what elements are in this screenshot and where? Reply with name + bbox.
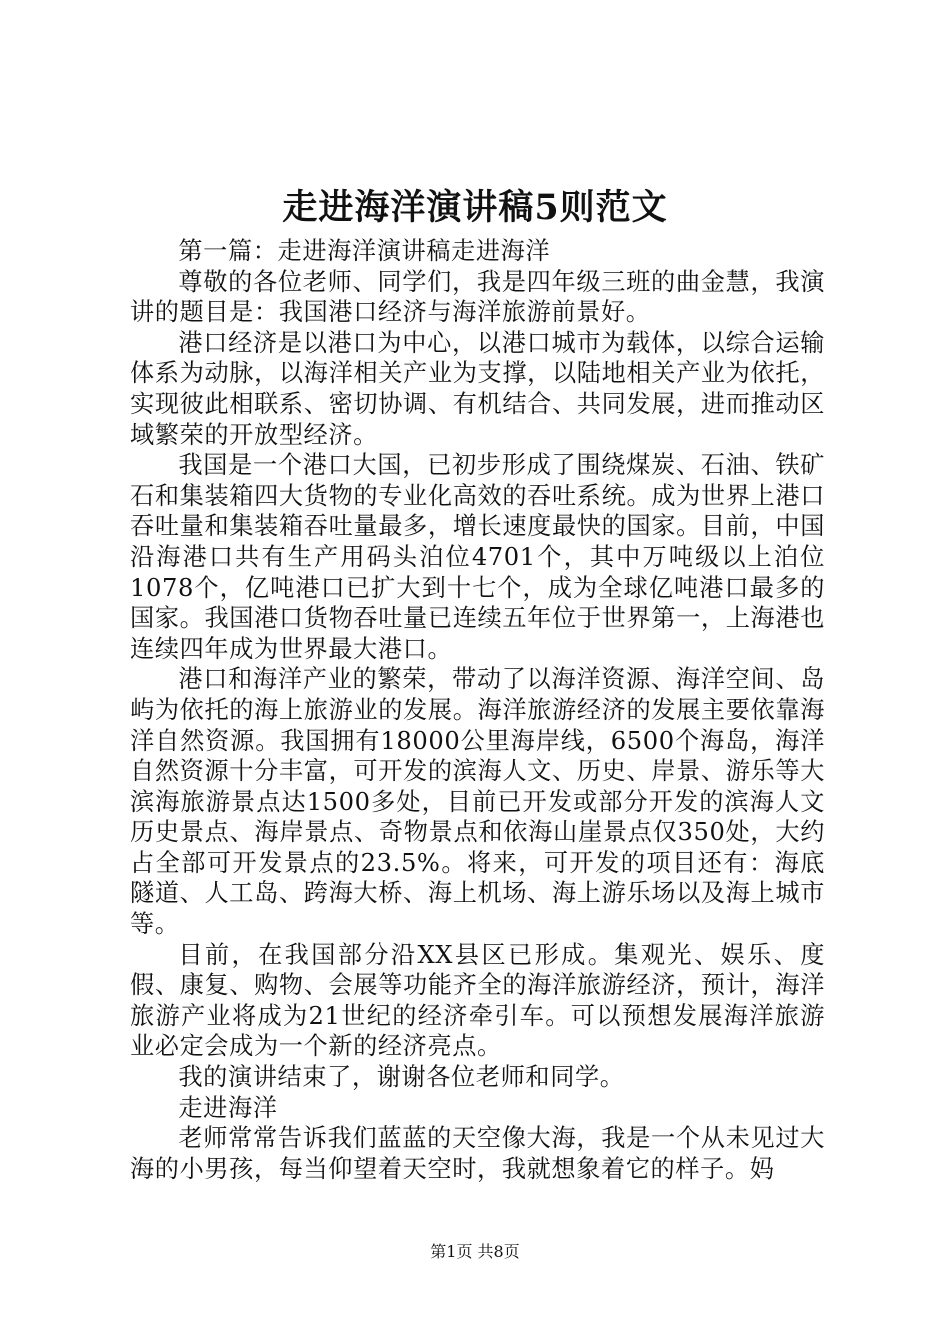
page-footer: 第1页 共8页: [430, 1242, 520, 1261]
paragraph: 尊敬的各位老师、同学们，我是四年级三班的曲金慧，我演讲的题目是：我国港口经济与海洋旅游前景好。: [130, 267, 825, 327]
section-heading: 第一篇：走进海洋演讲稿走进海洋: [178, 237, 551, 265]
document-title: 走进海洋演讲稿5则范文: [282, 187, 668, 228]
paragraph: 我国是一个港口大国，已初步形成了围绕煤炭、石油、铁矿石和集装箱四大货物的专业化高效的吞吐系统。成为世界上港口吞吐量和集装箱吞吐量最多，增长速度最快的国家。目前，中国沿海港口共有生产用码头泊位4701个，其中万吨级以上泊位1078个，亿吨港口已扩大到十七个，成为全球亿吨港口最多的国家。我国港口货物吞吐量已连续五年位于世界第一，上海港也连续四年成为世界最大港口。: [130, 451, 825, 663]
paragraph: 老师常常告诉我们蓝蓝的天空像大海，我是一个从未见过大海的小男孩，每当仰望着天空时，我就想象着它的样子。妈: [130, 1124, 825, 1183]
paragraph: 港口经济是以港口为中心，以港口城市为载体，以综合运输体系为动脉，以海洋相关产业为支撑，以陆地相关产业为依托，实现彼此相联系、密切协调、有机结合、共同发展，进而推动区域繁荣的开放型经济。: [130, 328, 825, 449]
paragraph: 目前，在我国部分沿XX县区已形成。集观光、娱乐、度假、康复、购物、会展等功能齐全的海洋旅游经济，预计，海洋旅游产业将成为21世纪的经济牵引车。可以预想发展海洋旅游业必定会成为一个新的经济亮点。: [130, 940, 825, 1061]
paragraph: 港口和海洋产业的繁荣，带动了以海洋资源、海洋空间、岛屿为依托的海上旅游业的发展。海洋旅游经济的发展主要依靠海洋自然资源。我国拥有18000公里海岸线，6500个海岛，海洋自然资源十分丰富，可开发的滨海人文、历史、岸景、游乐等大滨海旅游景点达1500多处，目前已开发或部分开发的滨海人文历史景点、海岸景点、奇物景点和依海山崖景点仅350处，大约占全部可开发景点的23.5%。将来，可开发的项目还有：海底隧道、人工岛、跨海大桥、海上机场、海上游乐场以及海上城市等。: [130, 665, 825, 939]
paragraph: 我的演讲结束了，谢谢各位老师和同学。: [178, 1063, 625, 1092]
document-body: [130, 236, 825, 1184]
subheading: 走进海洋: [178, 1093, 278, 1122]
